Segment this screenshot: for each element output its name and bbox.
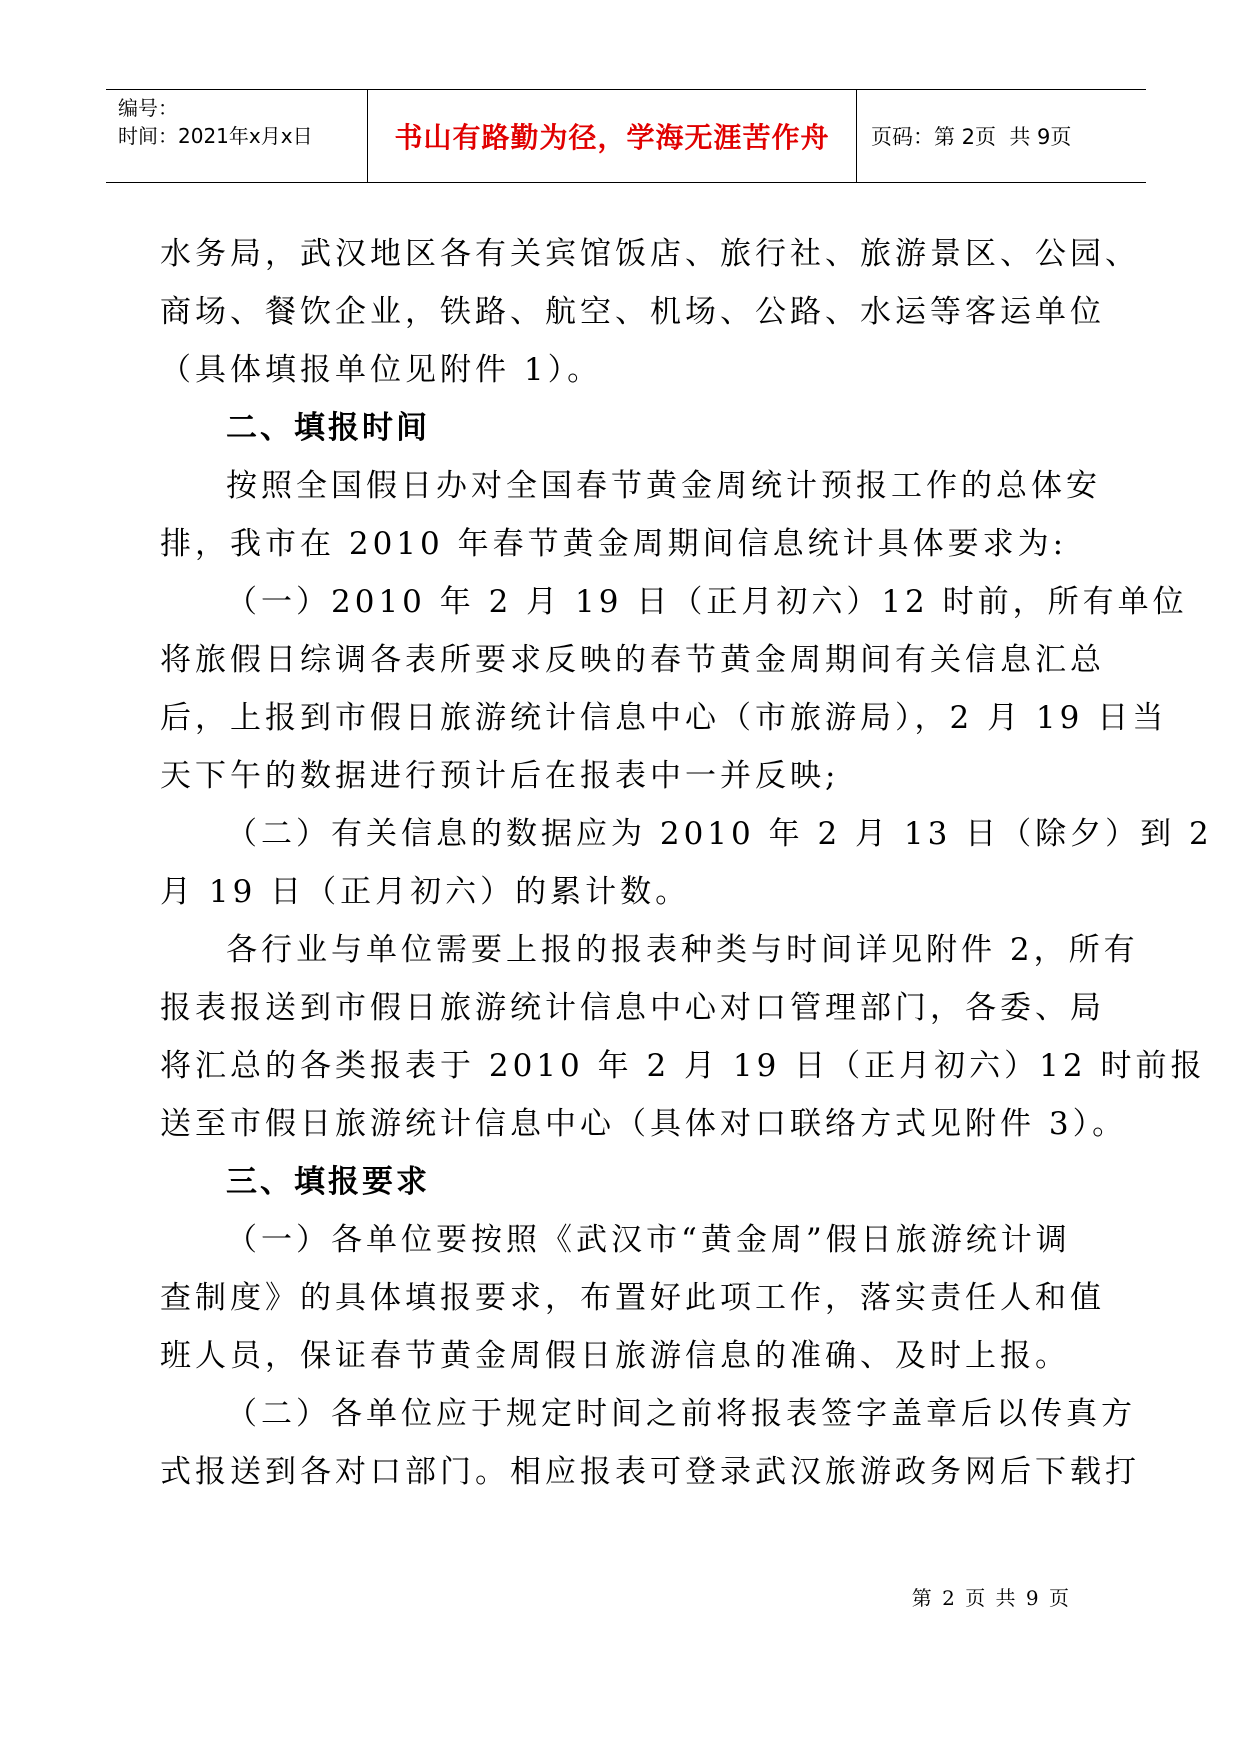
document-time-label: 时间：2021年x月x日	[118, 124, 313, 148]
body-line: 报表报送到市假日旅游统计信息中心对口管理部门，各委、局	[160, 990, 1105, 1026]
body-line: 查制度》的具体填报要求，布置好此项工作，落实责任人和值	[160, 1280, 1105, 1316]
body-line: 排，我市在 2010 年春节黄金周期间信息统计具体要求为:	[160, 526, 1068, 562]
body-line: （具体填报单位见附件 1）。	[160, 352, 603, 388]
body-line: （二）有关信息的数据应为 2010 年 2 月 13 日（除夕）到 2	[226, 816, 1213, 852]
body-line: 水务局，武汉地区各有关宾馆饭店、旅行社、旅游景区、公园、	[160, 236, 1140, 272]
body-line: （一）各单位要按照《武汉市“黄金周”假日旅游统计调	[226, 1222, 1071, 1258]
header-motto: 书山有路勤为径，学海无涯苦作舟	[368, 90, 857, 182]
section-heading: 三、填报要求	[226, 1164, 430, 1200]
body-line: 送至市假日旅游统计信息中心（具体对口联络方式见附件 3）。	[160, 1106, 1128, 1142]
body-line: 按照全国假日办对全国春节黄金周统计预报工作的总体安	[226, 468, 1101, 504]
body-line: 后，上报到市假日旅游统计信息中心（市旅游局），2 月 19 日当	[160, 700, 1168, 736]
body-line: （二）各单位应于规定时间之前将报表签字盖章后以传真方	[226, 1396, 1136, 1432]
body-line: 式报送到各对口部门。相应报表可登录武汉旅游政务网后下载打	[160, 1454, 1140, 1490]
body-line: （一）2010 年 2 月 19 日（正月初六）12 时前，所有单位	[226, 584, 1188, 620]
header-meta	[106, 90, 368, 182]
body-line: 将汇总的各类报表于 2010 年 2 月 19 日（正月初六）12 时前报	[160, 1048, 1206, 1084]
section-heading: 二、填报时间	[226, 410, 430, 446]
body-line: 将旅假日综调各表所要求反映的春节黄金周期间有关信息汇总	[160, 642, 1105, 678]
document-body	[160, 225, 1213, 1501]
body-line: 月 19 日（正月初六）的累计数。	[160, 874, 691, 910]
body-line: 天下午的数据进行预计后在报表中一并反映;	[160, 758, 840, 794]
body-line: 班人员，保证春节黄金周假日旅游信息的准确、及时上报。	[160, 1338, 1070, 1374]
page-footer: 第 2 页 共 9 页	[911, 1586, 1071, 1610]
document-header	[106, 89, 1146, 183]
header-page-number: 页码：第 2页 共 9页	[871, 125, 1072, 149]
document-number-label: 编号：	[118, 96, 178, 120]
body-line: 商场、餐饮企业，铁路、航空、机场、公路、水运等客运单位	[160, 294, 1105, 330]
body-line: 各行业与单位需要上报的报表种类与时间详见附件 2，所有	[226, 932, 1139, 968]
